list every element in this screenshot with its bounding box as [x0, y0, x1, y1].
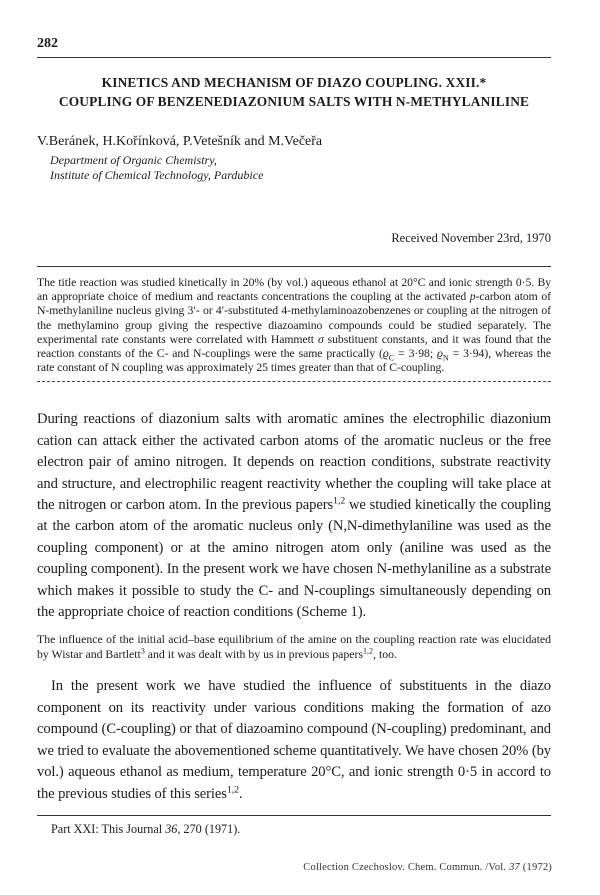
citation-ref[interactable]: 1,2 — [226, 784, 239, 796]
citation-ref[interactable]: 3 — [140, 647, 145, 657]
abstract: The title reaction was studied kinetically in 20% (by vol.) aqueous ethanol at 20°C and ionic strength 0·5. By an appropriate choice of medium and reactants concentrations the coupling at the activated p-carbon atom of N-methylaniline nucleus giving 3′- or 4′-substituted 4-methylaminoazobenzenes or coupling at the nitrogen of the methylamino group giving the respective diazoamino compounds could be studied separately. The experimental rate constants were correlated with Hammett σ substituent constants, and it was found that the reaction constants of the C- and N-couplings were the same practically ($ϱ_C = 3\cdot 98$; $ϱ_N = 3\cdot 94$), whereas the rate constant of N coupling was approximately 25 times greater than that of C-coupling. — [37, 276, 551, 375]
title-line-2: COUPLING OF BENZENEDIAZONIUM SALTS WITH N-METHYLANILINE — [58, 94, 530, 109]
received-date: Received November 23rd, 1970 — [391, 231, 551, 245]
body-paragraph-2: In the present work we have studied the influence of substituents in the diazo component on its reactivity under various conditions making the formation of azo compound (C-coupling) or that of diazoamino compound (N-coupling) predominant, and we tried to evaluate the abovementioned scheme quantitatively. We have chosen 20% (by vol.) aqueous ethanol as medium, temperature 20°C, and ionic strength 0·5 in accord to the previous studies of this series$^{1,2}$. — [37, 678, 551, 802]
footnote-rule — [37, 815, 551, 816]
institute: Institute of Chemical Technology, Pardubice — [50, 168, 264, 182]
journal-reference: Collection Czechoslov. Chem. Commun. /Vol. 37 (1972) — [303, 862, 552, 873]
journal-page — [37, 36, 551, 836]
article-title — [37, 73, 551, 111]
page-number: 282 — [37, 36, 58, 51]
affiliation — [50, 153, 551, 183]
citation-ref[interactable]: 1,2 — [333, 495, 346, 507]
citation-ref[interactable]: 1,2 — [363, 647, 374, 657]
department: Department of Organic Chemistry, — [50, 153, 217, 167]
small-print-paragraph: The influence of the initial acid–base equilibrium of the amine on the coupling reaction rate was elucidated by Wistar and Bartlett$^3$ and it was dealt with by us in previous papers$^{1,2}$, too. — [37, 632, 551, 662]
author-list: V.Beránek, H.Kořínková, P.Vetešník and M.Večeřa — [37, 134, 323, 149]
footnote: Part XXI: This Journal 36, 270 (1971). — [51, 821, 241, 836]
body-paragraph-1: During reactions of diazonium salts with aromatic amines the electrophilic diazonium cation can attack either the activated carbon atoms of the aromatic nucleus or the free electron pair of amino nitrogen. It depends on reaction conditions, substrate reactivity and structure, and electrophilic reagent reactivity whether the coupling will take place at the nitrogen or carbon atom. In the previous papers$^{1,2}$ we studied kinetically the coupling at the carbon atom of the aromatic nucleus only (N,N-dimethylaniline was used as the coupling component) or at the amino nitrogen atom only (aniline was used as the coupling component). In the present work we have chosen N-methylaniline as a substrate which makes it possible to study the C- and N-couplings simultaneously depending on the appropriate choice of reaction conditions (Scheme 1). — [37, 411, 551, 621]
abstract-top-rule — [37, 266, 551, 267]
abstract-bottom-rule — [37, 381, 551, 382]
title-line-1: KINETICS AND MECHANISM OF DIAZO COUPLING. XXII.* — [101, 75, 487, 90]
header-rule — [37, 57, 551, 58]
